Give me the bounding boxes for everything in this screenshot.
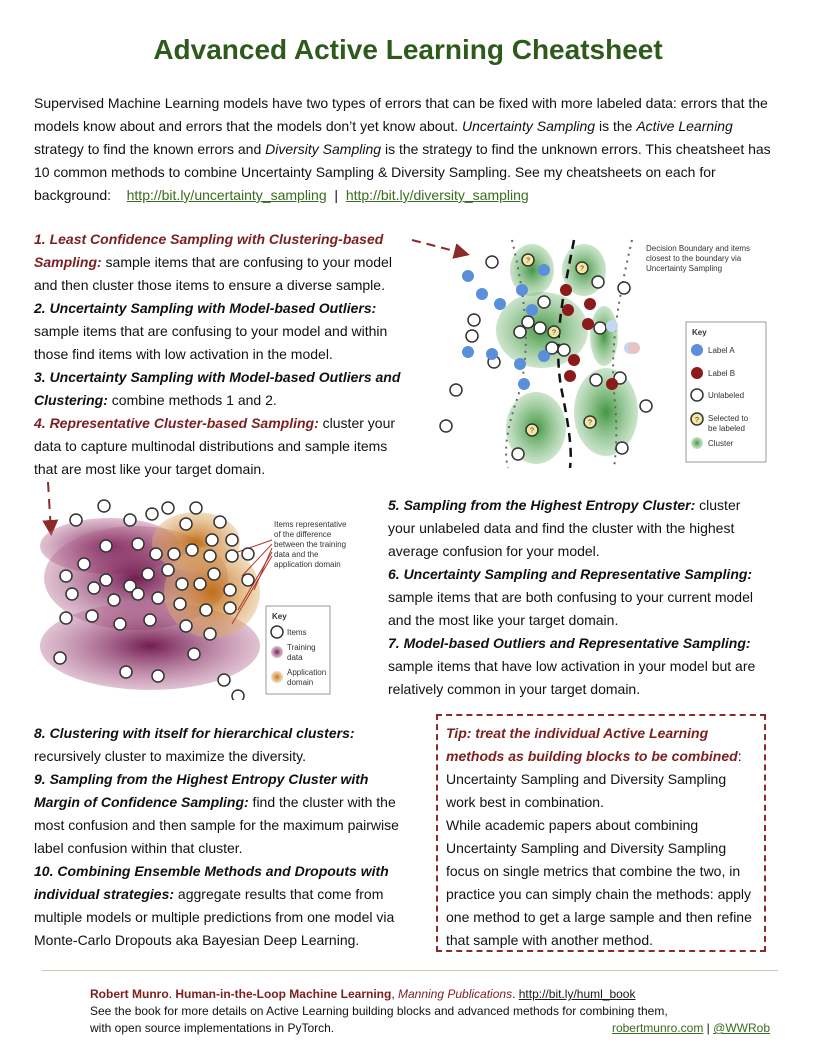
item-point bbox=[70, 514, 82, 526]
label-a-point bbox=[538, 264, 550, 276]
item-point bbox=[232, 690, 244, 700]
page-title: Advanced Active Learning Cheatsheet bbox=[153, 34, 663, 65]
label-b-swatch bbox=[691, 367, 703, 379]
selected-point-mark: ? bbox=[552, 329, 556, 337]
item-point bbox=[224, 602, 236, 614]
methods-8-10 bbox=[34, 722, 416, 952]
key-unlabeled: Unlabeled bbox=[708, 391, 745, 400]
method-10: 10. Combining Ensemble Methods and Dropouts with individual strategies: aggregate results that come from multiple models or multiple predictions from one model via Monte-Carlo Dropouts aka Bayesian Deep Learning. bbox=[34, 863, 395, 948]
faded-label-b-point bbox=[628, 342, 640, 354]
key2-training-line2: data bbox=[287, 653, 303, 662]
item-point bbox=[176, 578, 188, 590]
item-point bbox=[132, 588, 144, 600]
unlabeled-point bbox=[522, 316, 534, 328]
unlabeled-point bbox=[618, 282, 630, 294]
cluster-swatch bbox=[691, 437, 703, 449]
item-point bbox=[226, 534, 238, 546]
label-a-point bbox=[518, 378, 530, 390]
key-title: Key bbox=[692, 328, 707, 337]
item-point bbox=[114, 618, 126, 630]
book-title: Human-in-the-Loop Machine Learning bbox=[175, 987, 392, 1001]
method-9: 9. Sampling from the Highest Entropy Cluster with Margin of Confidence Sampling: find the cluster with the most confusion and then sample for the maximum pairwise label confusion within that cluster. bbox=[34, 771, 399, 856]
key2-items: Items bbox=[287, 628, 307, 637]
footer bbox=[90, 986, 770, 1037]
item-point bbox=[204, 550, 216, 562]
unlabeled-point bbox=[558, 344, 570, 356]
key2-title: Key bbox=[272, 612, 287, 621]
key2-application-line2: domain bbox=[287, 678, 314, 687]
item-point bbox=[98, 500, 110, 512]
item-point bbox=[60, 570, 72, 582]
label-b-point bbox=[562, 304, 574, 316]
selected-swatch-mark: ? bbox=[695, 417, 699, 424]
unlabeled-point bbox=[640, 400, 652, 412]
diagram2-caption-line3: between the training bbox=[274, 540, 347, 549]
label-b-point bbox=[606, 378, 618, 390]
unlabeled-point bbox=[468, 314, 480, 326]
footer-line2: See the book for more details on Active Learning building blocks and advanced methods for combining them, bbox=[90, 1004, 668, 1018]
application-swatch bbox=[271, 671, 283, 683]
item-point bbox=[132, 538, 144, 550]
item-point bbox=[120, 666, 132, 678]
label-b-point bbox=[564, 370, 576, 382]
training-swatch bbox=[271, 646, 283, 658]
cluster-blob bbox=[590, 306, 618, 366]
item-point bbox=[218, 674, 230, 686]
item-point bbox=[194, 578, 206, 590]
unlabeled-point bbox=[512, 448, 524, 460]
methods-1-4 bbox=[34, 228, 414, 481]
item-point bbox=[144, 614, 156, 626]
book-link[interactable]: http://bit.ly/huml_book bbox=[518, 987, 636, 1001]
footer-divider bbox=[42, 970, 778, 971]
representative-sampling-diagram bbox=[36, 494, 366, 700]
item-point bbox=[60, 612, 72, 624]
item-point bbox=[88, 582, 100, 594]
label-b-point bbox=[568, 354, 580, 366]
item-point bbox=[180, 518, 192, 530]
label-a-swatch bbox=[691, 344, 703, 356]
label-a-point bbox=[526, 304, 538, 316]
items-swatch bbox=[271, 626, 283, 638]
diagram2-caption-line2: of the difference bbox=[274, 530, 332, 539]
item-point bbox=[152, 592, 164, 604]
cluster-blob bbox=[574, 368, 638, 456]
item-point bbox=[206, 534, 218, 546]
unlabeled-point bbox=[592, 276, 604, 288]
selected-point-mark: ? bbox=[588, 419, 592, 427]
diagram1-caption-line1: Decision Boundary and items bbox=[646, 244, 751, 253]
diversity-sampling-link[interactable]: http://bit.ly/diversity_sampling bbox=[345, 187, 529, 203]
diagram1-caption-line3: Uncertainty Sampling bbox=[646, 264, 723, 273]
item-point bbox=[168, 548, 180, 560]
unlabeled-point bbox=[616, 442, 628, 454]
item-point bbox=[86, 610, 98, 622]
unlabeled-point bbox=[466, 330, 478, 342]
label-a-point bbox=[516, 284, 528, 296]
faded-label-a-point bbox=[606, 320, 618, 332]
website-link[interactable]: robertmunro.com bbox=[611, 1021, 704, 1035]
label-a-point bbox=[494, 298, 506, 310]
method-3: 3. Uncertainty Sampling with Model-based Outliers and Clustering: combine methods 1 and 2. bbox=[34, 369, 401, 408]
label-a-point bbox=[462, 270, 474, 282]
item-point bbox=[78, 558, 90, 570]
method-4: 4. Representative Cluster-based Sampling: cluster your data to capture multinodal distributions and sample items that are most like your target domain. bbox=[34, 415, 396, 477]
publisher: Manning Publications bbox=[398, 987, 513, 1001]
item-point bbox=[188, 648, 200, 660]
unlabeled-point bbox=[594, 322, 606, 334]
unlabeled-point bbox=[514, 326, 526, 338]
item-point bbox=[108, 594, 120, 606]
item-point bbox=[208, 568, 220, 580]
selected-point-mark: ? bbox=[530, 427, 534, 435]
tip-paragraph: While academic papers about combining Uncertainty Sampling and Diversity Sampling focus on single metrics that combine the two, in practice you can simply chain the methods: apply one method to get a large sample and then refine that sample with another method. bbox=[446, 817, 752, 948]
uncertainty-diversity-diagram bbox=[424, 232, 778, 472]
selected-point-mark: ? bbox=[526, 257, 530, 265]
selected-point-mark: ? bbox=[580, 265, 584, 273]
item-point bbox=[142, 568, 154, 580]
item-point bbox=[146, 508, 158, 520]
twitter-link[interactable]: @WWRob bbox=[713, 1021, 770, 1035]
diagram2-caption-line4: data and the bbox=[274, 550, 319, 559]
item-point bbox=[162, 564, 174, 576]
item-point bbox=[124, 514, 136, 526]
key2-training-line1: Training bbox=[287, 643, 316, 652]
unlabeled-point bbox=[590, 374, 602, 386]
label-b-point bbox=[584, 298, 596, 310]
label-a-point bbox=[486, 348, 498, 360]
item-point bbox=[242, 574, 254, 586]
footer-line3: with open source implementations in PyTorch. robertmunro.com | @WWRob bbox=[90, 1021, 770, 1035]
label-b-point bbox=[560, 284, 572, 296]
item-point bbox=[150, 548, 162, 560]
item-point bbox=[224, 584, 236, 596]
item-point bbox=[174, 598, 186, 610]
label-a-point bbox=[514, 358, 526, 370]
tip-box: Tip: treat the individual Active Learning methods as building blocks to be combined: Uncertainty Sampling and Diversity Sampling work best in combination. While academic papers about combining Uncertainty Sampling and Diversity Sampling focus on single metrics that combine the two, in practice you can simply chain the methods: apply one method to get a large sample and then refine that sample with another method. bbox=[436, 714, 766, 952]
item-point bbox=[226, 550, 238, 562]
diagram2-caption-line1: Items representative bbox=[274, 520, 347, 529]
item-point bbox=[214, 516, 226, 528]
item-point bbox=[200, 604, 212, 616]
key-cluster: Cluster bbox=[708, 439, 734, 448]
item-point bbox=[162, 502, 174, 514]
key-label-b: Label B bbox=[708, 369, 736, 378]
unlabeled-point bbox=[440, 420, 452, 432]
author-name: Robert Munro bbox=[90, 987, 169, 1001]
method-7: 7. Model-based Outliers and Representative Sampling: sample items that have low activation in your model but are relatively common in your target domain. bbox=[388, 635, 756, 697]
diagram1-caption-line2: closest to the boundary via bbox=[646, 254, 742, 263]
item-point bbox=[100, 574, 112, 586]
key2-application-line1: Application bbox=[287, 668, 327, 677]
label-a-point bbox=[462, 346, 474, 358]
item-point bbox=[186, 544, 198, 556]
key-selected-line1: Selected to bbox=[708, 414, 749, 423]
item-point bbox=[180, 620, 192, 632]
uncertainty-sampling-link[interactable]: http://bit.ly/uncertainty_sampling bbox=[126, 187, 327, 203]
unlabeled-point bbox=[538, 296, 550, 308]
unlabeled-point bbox=[450, 384, 462, 396]
item-point bbox=[204, 628, 216, 640]
item-point bbox=[242, 548, 254, 560]
item-point bbox=[152, 670, 164, 682]
diagram2-caption-line5: application domain bbox=[274, 560, 341, 569]
unlabeled-point bbox=[486, 256, 498, 268]
footer-line1: Robert Munro. Human-in-the-Loop Machine Learning, Manning Publications. http://bit.ly/huml_book bbox=[90, 987, 636, 1001]
method-2: 2. Uncertainty Sampling with Model-based Outliers: sample items that are confusing to your model and within those find items with low activation in the model. bbox=[34, 300, 388, 362]
label-a-point bbox=[538, 350, 550, 362]
diagram1-key bbox=[686, 322, 766, 462]
item-point bbox=[100, 540, 112, 552]
methods-5-7 bbox=[388, 494, 768, 701]
tip-title: Tip: treat the individual Active Learning methods as building blocks to be combined bbox=[446, 725, 738, 764]
method-8: 8. Clustering with itself for hierarchical clusters: recursively cluster to maximize the diversity. bbox=[34, 725, 355, 764]
item-point bbox=[54, 652, 66, 664]
method-6: 6. Uncertainty Sampling and Representative Sampling: sample items that are both confusing to your current model and the most like your target domain. bbox=[388, 566, 753, 628]
unlabeled-swatch bbox=[691, 389, 703, 401]
key-label-a: Label A bbox=[708, 346, 735, 355]
label-b-point bbox=[582, 318, 594, 330]
label-a-point bbox=[476, 288, 488, 300]
diagram2-key bbox=[266, 606, 330, 694]
unlabeled-point bbox=[534, 322, 546, 334]
method-5: 5. Sampling from the Highest Entropy Cluster: cluster your unlabeled data and find the cluster with the highest average confusion for your model. bbox=[388, 497, 741, 559]
item-point bbox=[190, 502, 202, 514]
intro-paragraph: Supervised Machine Learning models have two types of errors that can be fixed with more labeled data: errors that the models know about and errors that the models don’t yet know about. Uncertainty Sampling is the Active Learning strategy to find the known errors and Diversity Sampling is the strategy to find the unknown errors. This cheatsheet has 10 common methods to combine Uncertainty Sampling & Diversity Sampling. See my cheatsheets on each for background: http://bit.ly/uncertainty_sampling | http://bit.ly/diversity_sampling bbox=[34, 95, 771, 203]
key-selected-line2: be labeled bbox=[708, 424, 745, 433]
item-point bbox=[66, 588, 78, 600]
method-1: 1. Least Confidence Sampling with Clustering-based Sampling: sample items that are confusing to your model and then cluster those items to ensure a diverse sample. bbox=[34, 231, 392, 293]
